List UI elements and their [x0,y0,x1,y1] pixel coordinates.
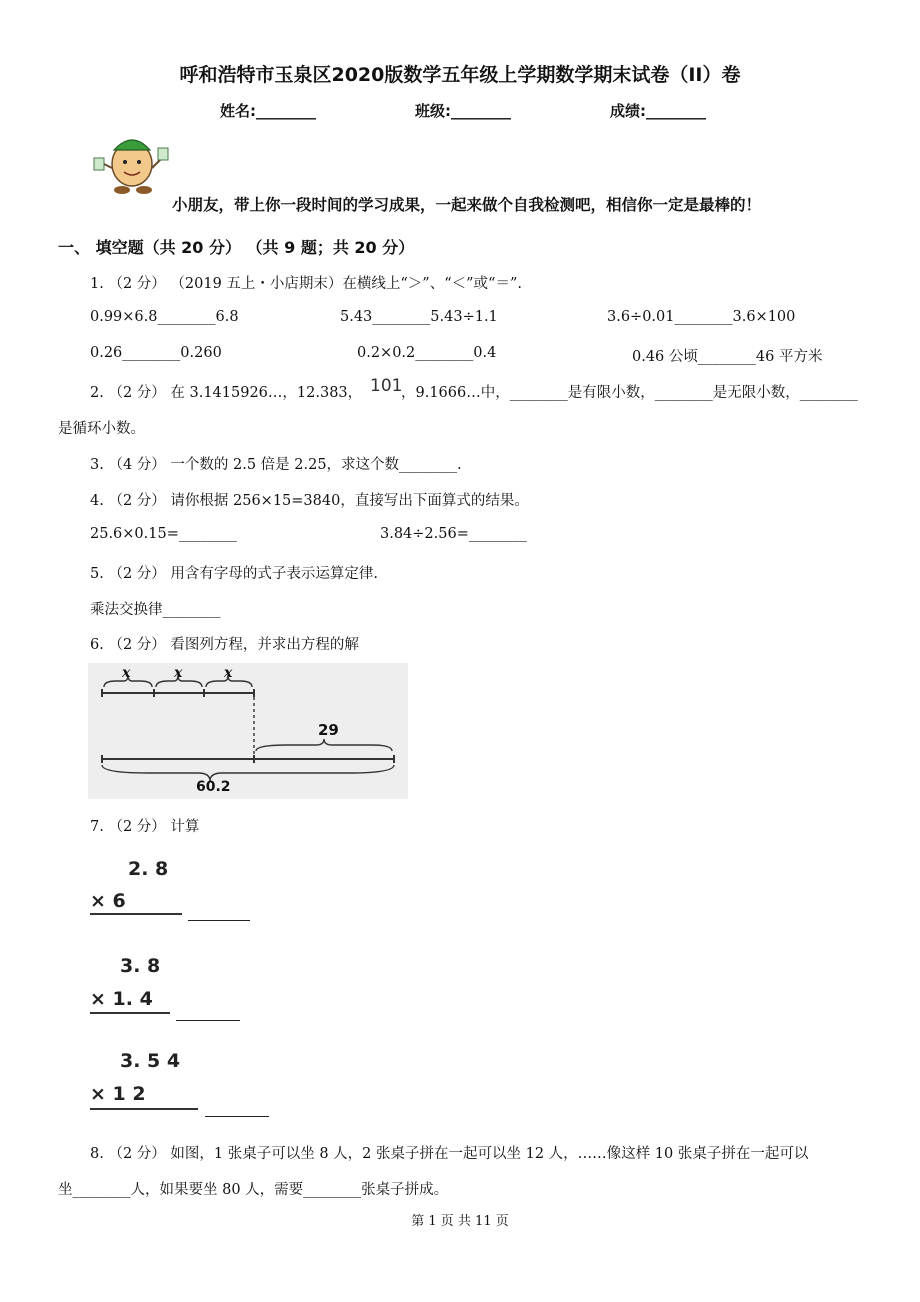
q7-p3-answer-blank [205,1102,269,1117]
greeting-text: 小朋友，带上你一段时间的学习成果，一起来做个自我检测吧，相信你一定是最棒的！ [172,196,762,214]
q1-item-1: 0.99×6.8________6.8 [90,309,239,325]
q5-stem: 5. （2 分） 用含有字母的式子表示运算定律. [90,566,378,582]
q8-line-1: 8. （2 分） 如图，1 张桌子可以坐 8 人，2 张桌子拼在一起可以坐 12 人，……像这样 10 张桌子拼在一起可以 [90,1146,809,1162]
q6-stem: 6. （2 分） 看图列方程，并求出方程的解 [90,637,359,653]
q7-p2-rule [90,1012,170,1014]
q7-p3-top: 3. 5 4 [120,1050,181,1072]
name-field: 姓名:________ [220,102,316,120]
q1-item-4: 0.26________0.260 [90,345,222,361]
q8-line-2: 坐________人，如果要坐 80 人，需要________张桌子拼成。 [58,1182,449,1198]
q7-stem: 7. （2 分） 计算 [90,819,200,835]
q2-part-1: 2. （2 分） 在 3.1415926…，12.383， [90,385,363,401]
q7-p3-rule [90,1108,198,1110]
section-heading: 一、 填空题（共 20 分） （共 9 题；共 20 分） [58,238,415,257]
q5-line: 乘法交换律________ [90,602,221,618]
q7-p2-answer-blank [176,1006,240,1021]
q6-x-label-2: x [174,665,183,681]
page-footer: 第 1 页 共 11 页 [411,1214,509,1229]
q2-line-2: 是循环小数。 [58,421,145,437]
q1-item-3: 3.6÷0.01________3.6×100 [607,309,796,325]
q7-p2-top: 3. 8 [120,955,161,977]
q7-p1-top: 2. 8 [128,858,169,880]
q4-stem: 4. （2 分） 请你根据 256×15=3840，直接写出下面算式的结果。 [90,493,529,509]
q7-p2-bottom: × 1. 4 [90,988,153,1010]
q2-part-2: ，9.1666…中，________是有限小数，________是无限小数，________ [401,385,858,401]
q1-item-6: 0.46 公顷________46 平方米 [632,349,823,365]
q4-answer-a: 25.6×0.15=________ [90,526,237,542]
q6-label-29: 29 [318,721,339,739]
q7-p1-rule [90,913,182,915]
q2-image-number: 101 [370,376,403,396]
q1-item-2: 5.43________5.43÷1.1 [340,309,498,325]
q1-item-5: 0.2×0.2________0.4 [357,345,497,361]
q3-text: 3. （4 分） 一个数的 2.5 倍是 2.25，求这个数________. [90,457,462,473]
class-field: 班级:________ [415,102,511,120]
score-field: 成绩:________ [610,102,706,120]
q6-x-label-1: x [122,665,131,681]
page-title: 呼和浩特市玉泉区2020版数学五年级上学期数学期末试卷（II）卷 [179,64,741,86]
q6-figure [88,663,408,799]
q7-p1-answer-blank [188,906,250,921]
q7-p1-bottom: × 6 [90,890,126,912]
q7-p3-bottom: × 1 2 [90,1083,146,1105]
q4-answer-b: 3.84÷2.56=________ [380,526,527,542]
mascot-illustration [92,128,170,196]
q1-stem: 1. （2 分） （2019 五上・小店期末）在横线上“＞”、“＜”或“＝”. [90,276,522,292]
q6-label-total: 60.2 [196,779,231,795]
q6-x-label-3: x [224,665,233,681]
